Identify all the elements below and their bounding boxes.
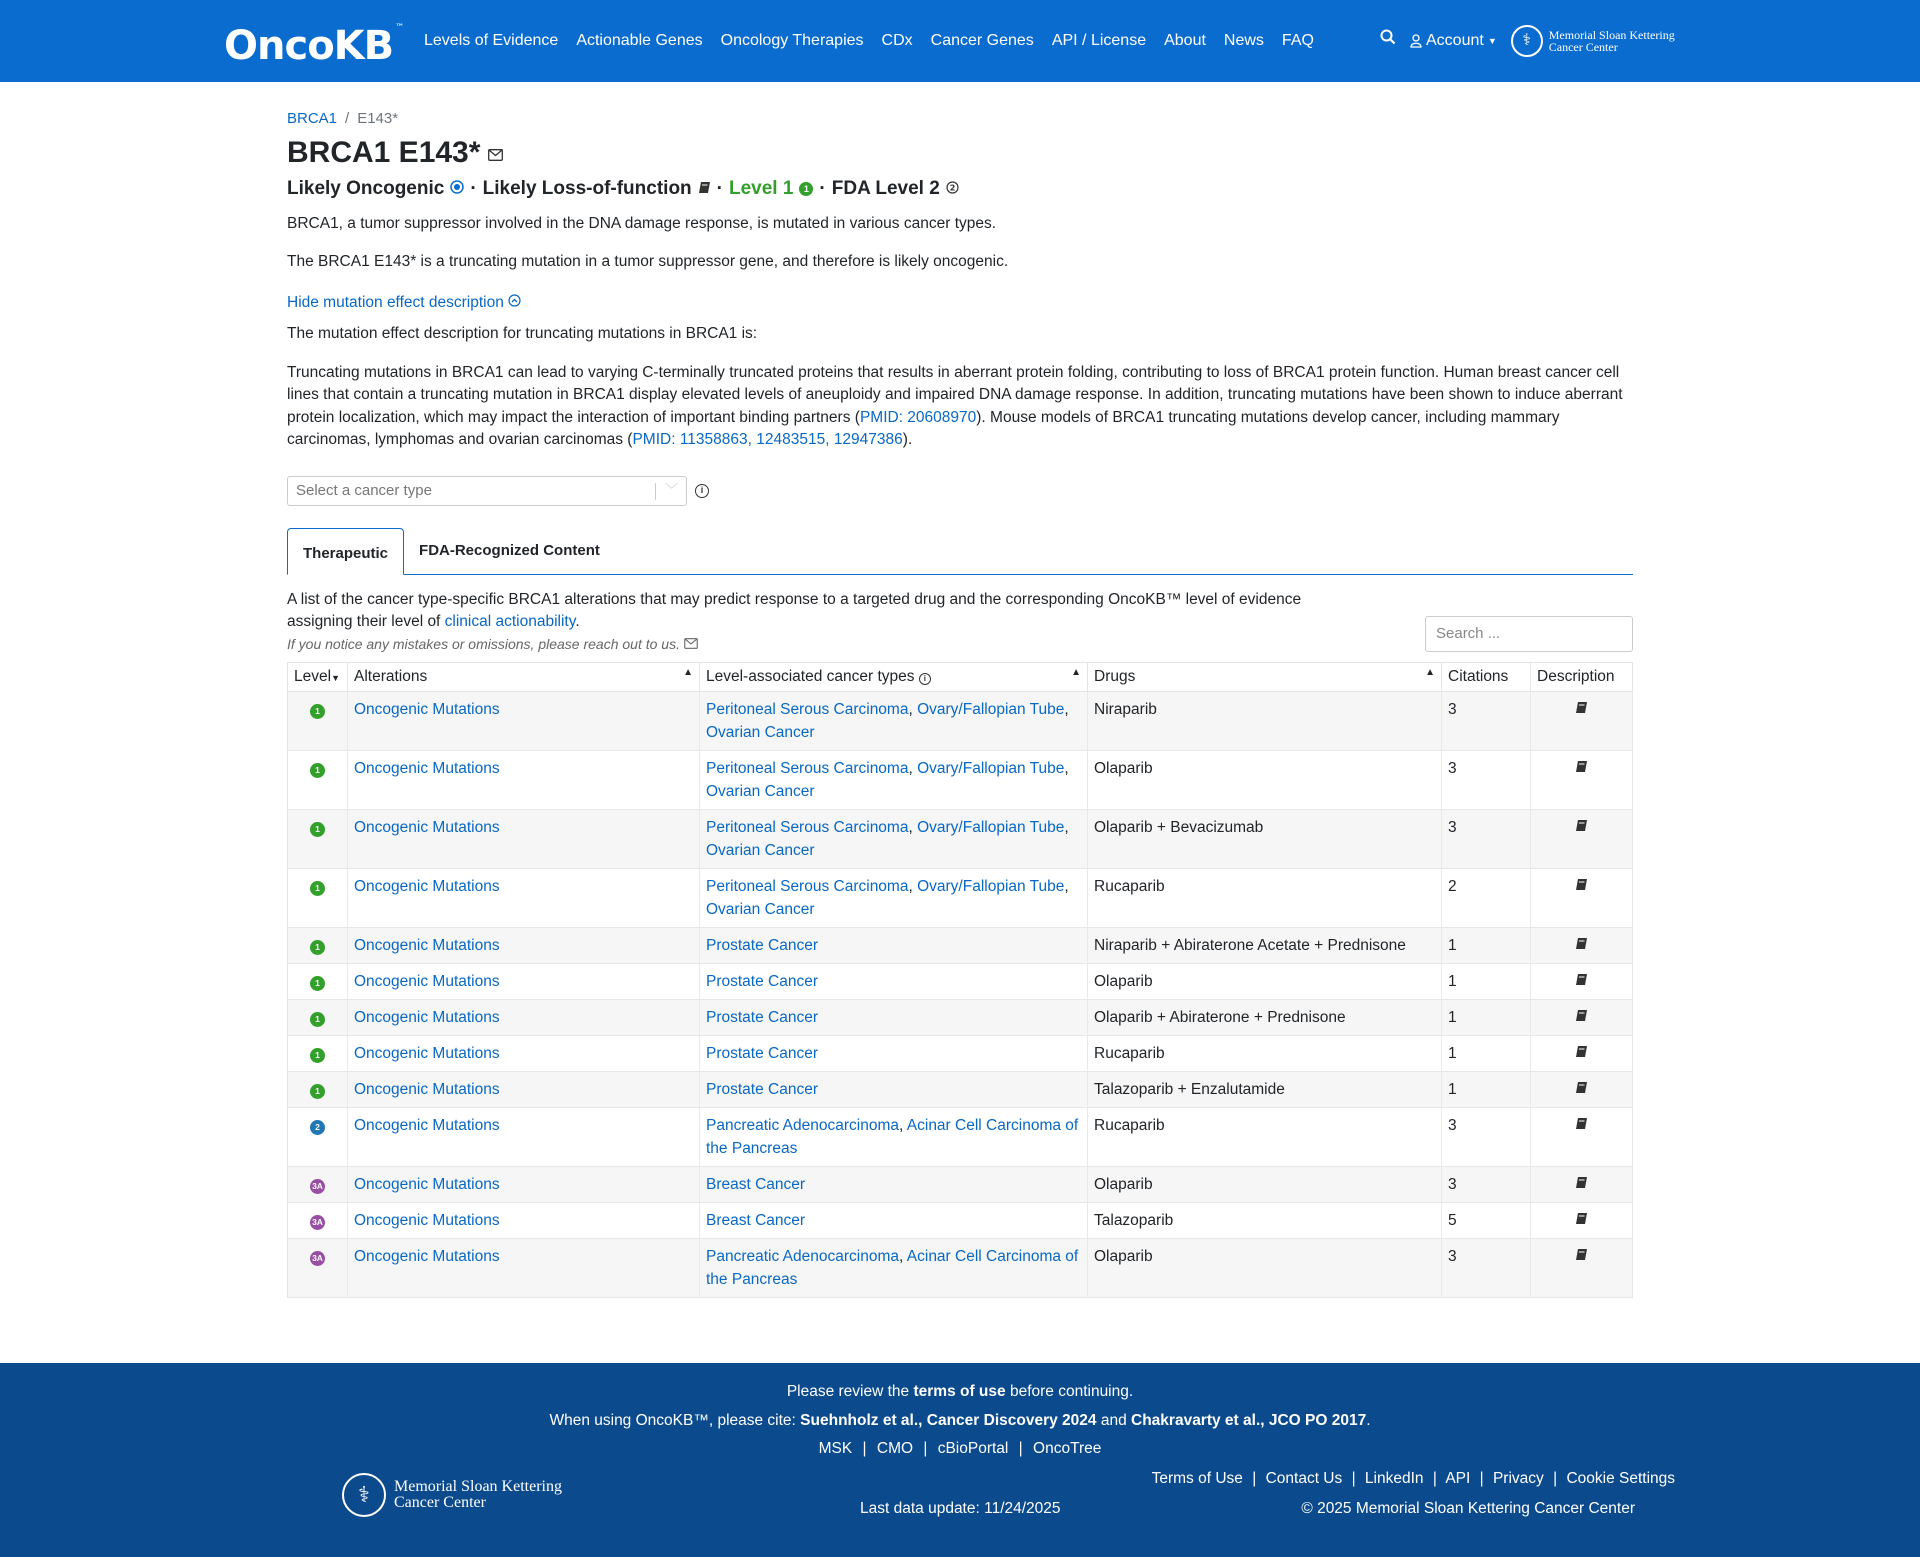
alteration-link[interactable]: Oncogenic Mutations [354,1116,500,1134]
drugs-cell: Talazoparib [1088,1202,1442,1238]
alteration-cell [348,963,700,999]
citations-cell[interactable]: 3 [1442,809,1531,868]
description-cell [1531,809,1633,868]
footer-links: Terms of Use | Contact Us | LinkedIn | API | Privacy | Cookie Settings [1151,1470,1675,1487]
top-navbar [0,0,1920,82]
oncogenic-target-icon [450,176,464,203]
level-cell [288,1107,348,1166]
description-cell [1531,1035,1633,1071]
alteration-link[interactable]: Oncogenic Mutations [354,972,500,990]
header-cancer-types[interactable]: Level-associated cancer types i ▲ [700,662,1088,691]
table-row [288,1166,1633,1202]
footer-link-api[interactable]: API [1445,1470,1471,1487]
level-cell [288,1238,348,1297]
level-cell [288,963,348,999]
drugs-cell: Rucaparib [1088,868,1442,927]
alteration-cell [348,1202,700,1238]
alteration-link[interactable]: Oncogenic Mutations [354,936,500,954]
cancer-types-cell: Peritoneal Serous Carcinoma, Ovary/Fallopian Tube, Ovarian Cancer [700,691,1088,750]
book-icon[interactable] [698,176,711,203]
cancer-type-link[interactable]: Ovary/Fallopian Tube [917,759,1065,777]
level-badge[interactable]: 1 [310,976,325,991]
breadcrumb [287,108,1633,129]
description-cell [1531,1107,1633,1166]
table-row [288,927,1633,963]
hide-mutation-effect-link[interactable]: Hide mutation effect description [287,292,1633,314]
book-icon[interactable] [1575,1009,1588,1026]
book-icon[interactable] [1575,1248,1588,1265]
separator-dot: · [716,178,723,199]
cancer-type-link[interactable]: Acinar Cell Carcinoma of the Pancreas [706,1116,1079,1157]
level-badge[interactable]: 2 [310,1120,325,1135]
level-badge[interactable]: 1 [310,881,325,896]
envelope-icon[interactable] [684,636,698,652]
citation-link[interactable]: Suehnholz et al., Cancer Discovery 2024 [800,1412,1097,1429]
level-badge[interactable]: 1 [310,1084,325,1099]
alteration-cell [348,1107,700,1166]
book-icon[interactable] [1575,819,1588,836]
gene-summary: BRCA1, a tumor suppressor involved in the DNA damage response, is mutated in various cancer types. [287,214,997,232]
main-content [287,108,1633,1298]
citations-cell[interactable]: 3 [1442,691,1531,750]
description-cell [1531,999,1633,1035]
account-label: Account [1426,31,1484,49]
level-cell [288,1202,348,1238]
footer [0,1363,1920,1557]
separator-dot: · [470,178,477,199]
table-row [288,1238,1633,1297]
description-cell [1531,750,1633,809]
footer-link-cbioportal[interactable]: cBioPortal [937,1440,1009,1457]
footer-msk-name-line2: Cancer Center [394,1494,486,1511]
header-alterations[interactable]: Alterations ▲ [348,662,700,691]
cancer-type-link[interactable]: Ovarian Cancer [706,782,815,800]
citations-cell[interactable]: 1 [1442,963,1531,999]
level-badge[interactable]: 3A [310,1251,325,1266]
level-cell [288,1071,348,1107]
header-drugs[interactable]: Drugs ▲ [1088,662,1442,691]
book-icon[interactable] [1575,973,1588,990]
alteration-link[interactable]: Oncogenic Mutations [354,1044,500,1062]
nav-cdx[interactable]: CDx [881,31,913,49]
footer-link-cmo[interactable]: CMO [876,1440,914,1457]
nav-news[interactable]: News [1223,31,1264,49]
level-badge[interactable]: 1 [310,822,325,837]
table-search-input[interactable]: Search ... [1425,616,1633,652]
cancer-type-link[interactable]: Ovary/Fallopian Tube [917,818,1065,836]
cancer-type-link[interactable]: Peritoneal Serous Carcinoma [706,818,909,836]
level-badge[interactable]: 1 [310,1048,325,1063]
footer-link-oncotree[interactable]: OncoTree [1033,1440,1102,1457]
level-badge[interactable]: 1 [310,1012,325,1027]
level-badge[interactable]: 1 [310,940,325,955]
table-row [288,809,1633,868]
footer-link-privacy[interactable]: Privacy [1492,1470,1544,1487]
level-cell [288,927,348,963]
pmid-link[interactable]: PMID: 11358863, 12483515, 12947386 [632,431,903,449]
nav-right [1380,0,1675,82]
account-menu[interactable] [1410,30,1497,52]
level-badge[interactable]: 3A [310,1215,325,1230]
caret-down-icon: ▼ [1487,35,1497,46]
cancer-type-link[interactable]: Prostate Cancer [706,1044,818,1062]
alteration-cell [348,1238,700,1297]
level-badge[interactable]: 1 [310,704,325,719]
alteration-cell [348,750,700,809]
terms-of-use-link[interactable]: terms of use [913,1383,1006,1400]
drugs-cell: Rucaparib [1088,1035,1442,1071]
cancer-type-link[interactable]: Pancreatic Adenocarcinoma [706,1116,900,1134]
footer-link-cookie-settings[interactable]: Cookie Settings [1566,1470,1675,1487]
description-cell [1531,963,1633,999]
clinical-actionability-link[interactable]: clinical actionability [444,613,576,631]
drugs-cell: Olaparib [1088,963,1442,999]
table-row [288,1107,1633,1166]
description-cell [1531,1238,1633,1297]
alteration-link[interactable]: Oncogenic Mutations [354,700,500,718]
alteration-link[interactable]: Oncogenic Mutations [354,1175,500,1193]
oncogenicity: Likely Oncogenic [287,178,445,199]
nav-actionable-genes[interactable]: Actionable Genes [576,31,703,49]
cancer-types-cell [700,1071,1088,1107]
description-cell [1531,868,1633,927]
table-row [288,691,1633,750]
cancer-type-link[interactable]: Ovarian Cancer [706,841,815,859]
footer-msk-logo[interactable] [342,1473,562,1517]
page-title [287,133,1633,172]
cancer-type-link[interactable]: Pancreatic Adenocarcinoma [706,1247,900,1265]
citations-cell[interactable]: 3 [1442,1166,1531,1202]
breadcrumb-alteration: E143* [357,110,399,127]
mutation-effect-description: Truncating mutations in BRCA1 can lead to varying C-terminally truncated proteins that results in aberrant protein folding, contributing to loss of BRCA1 protein function. Human breast cancer cell lines that contain a truncating mutation in BRCA1 display elevated levels of aneuploidy and impaired DNA damage response. In addition, truncating mutations have been shown to induce aberrant protein localization, which may impact the interaction of important binding partners (PMID: 20608970). Mouse models of BRCA1 truncating mutations develop cancer, including mammary carcinomas, lymphomas and ovarian carcinomas (PMID: 11358863, 12483515, 12947386). [287,363,1623,449]
book-icon[interactable] [1575,760,1588,777]
book-icon[interactable] [1575,1045,1588,1062]
partner-links: MSK | CMO | cBioPortal | OncoTree [818,1440,1102,1457]
cancer-types-cell [700,1035,1088,1071]
drugs-cell: Olaparib [1088,1166,1442,1202]
chevron-up-circle-icon [508,294,521,311]
drugs-cell: Olaparib + Abiraterone + Prednisone [1088,999,1442,1035]
cancer-type-link[interactable]: Peritoneal Serous Carcinoma [706,700,909,718]
cancer-type-link[interactable]: Prostate Cancer [706,936,818,954]
footer-link-msk[interactable]: MSK [818,1440,853,1457]
cancer-type-link[interactable]: Prostate Cancer [706,972,818,990]
copyright: © 2025 Memorial Sloan Kettering Cancer Center [1301,1499,1635,1517]
pmid-link[interactable]: PMID: 20608970 [859,408,977,426]
alteration-cell [348,999,700,1035]
cancer-types-cell: Peritoneal Serous Carcinoma, Ovary/Fallopian Tube, Ovarian Cancer [700,809,1088,868]
table-row [288,1035,1633,1071]
evidence-tabs [287,528,1633,575]
msk-logo[interactable] [1511,25,1675,57]
drugs-cell: Rucaparib [1088,1107,1442,1166]
citations-cell[interactable]: 1 [1442,927,1531,963]
cancer-type-link[interactable]: Peritoneal Serous Carcinoma [706,759,909,777]
envelope-icon[interactable] [488,147,503,167]
cancer-types-cell: Peritoneal Serous Carcinoma, Ovary/Fallopian Tube, Ovarian Cancer [700,868,1088,927]
description-cell [1531,691,1633,750]
level-cell [288,750,348,809]
cancer-type-select[interactable] [287,476,687,506]
cancer-type-link[interactable]: Ovarian Cancer [706,723,815,741]
footer-right [1150,1468,1675,1519]
feedback-note: If you notice any mistakes or omissions, please reach out to us. [287,634,1633,654]
nav-links [415,0,1323,82]
level-cell [288,809,348,868]
info-icon[interactable]: i [919,673,931,685]
alteration-link[interactable]: Oncogenic Mutations [354,1211,500,1229]
nav-about[interactable]: About [1164,31,1206,49]
level-badge[interactable]: 3A [310,1179,325,1194]
footer-link-contact[interactable]: Contact Us [1265,1470,1343,1487]
cancer-types-cell [700,927,1088,963]
header-level[interactable]: Level▼ [288,662,348,691]
footer-link-terms[interactable]: Terms of Use [1151,1470,1243,1487]
alteration-cell [348,691,700,750]
alteration-cell [348,1166,700,1202]
table-row [288,999,1633,1035]
citations-cell[interactable]: 3 [1442,1107,1531,1166]
citations-cell[interactable]: 3 [1442,750,1531,809]
user-icon [1410,34,1422,48]
mutation-effect: Likely Loss-of-function [482,178,692,199]
alteration-cell [348,809,700,868]
citation-link[interactable]: Chakravarty et al., JCO PO 2017 [1131,1412,1367,1429]
alteration-link[interactable]: Oncogenic Mutations [354,818,500,836]
nav-api-license[interactable]: API / License [1051,31,1147,49]
book-icon[interactable] [1575,1212,1588,1229]
book-icon[interactable] [1575,937,1588,954]
level-cell [288,868,348,927]
table-row [288,750,1633,809]
separator-dot: · [819,178,826,199]
alteration-link[interactable]: Oncogenic Mutations [354,1247,500,1265]
cancer-type-link[interactable]: Breast Cancer [706,1211,806,1229]
svg-text:2: 2 [949,183,956,193]
fda-level: FDA Level 2 [831,178,940,199]
therapeutic-intro: A list of the cancer type-specific BRCA1 alterations that may predict response to a targeted drug and the corresponding OncoKB™ level of evidence assigning their level of clinical actionability. If you notice any mistakes or omissions, please reach out to us. Search ... [287,589,1633,654]
search-icon[interactable] [1380,29,1396,52]
breadcrumb-gene[interactable]: BRCA1 [287,110,338,127]
fda-level-2-icon[interactable] [946,176,959,203]
nav-faq[interactable]: FAQ [1281,31,1314,49]
level-cell [288,1166,348,1202]
info-icon[interactable]: i [695,484,709,498]
page-title-text: BRCA1 E143* [287,136,481,169]
cancer-types-cell [700,963,1088,999]
highest-level: Level 1 [728,178,794,199]
citation-notice: When using OncoKB™, please cite: Suehnholz et al., Cancer Discovery 2024 and Chakravarty et al., JCO PO 2017. [549,1412,1371,1429]
cancer-types-cell [700,1166,1088,1202]
header-description: Description [1531,662,1633,691]
alteration-cell [348,1071,700,1107]
nav-levels-of-evidence[interactable]: Levels of Evidence [424,31,559,49]
citations-cell[interactable]: 1 [1442,1071,1531,1107]
cancer-type-link[interactable]: Ovary/Fallopian Tube [917,700,1065,718]
cancer-type-link[interactable]: Ovarian Cancer [706,900,815,918]
table-row [288,1071,1633,1107]
level-cell [288,691,348,750]
terms-notice: Please review the terms of use before continuing. [786,1383,1134,1400]
book-icon[interactable] [1575,878,1588,895]
citations-cell[interactable]: 3 [1442,1238,1531,1297]
drugs-cell: Olaparib + Bevacizumab [1088,809,1442,868]
sort-asc-icon: ▲ [1425,666,1435,678]
msk-seal-icon: ⚕ [342,1473,386,1517]
description-cell [1531,1202,1633,1238]
mutation-effect-intro: The mutation effect description for truncating mutations in BRCA1 is: [287,325,758,343]
drugs-cell: Olaparib [1088,1238,1442,1297]
description-cell [1531,927,1633,963]
sort-asc-icon: ▲ [1071,666,1081,678]
cancer-type-link[interactable]: Acinar Cell Carcinoma of the Pancreas [706,1247,1079,1288]
table-row [288,1202,1633,1238]
alteration-cell [348,927,700,963]
book-icon[interactable] [1575,1081,1588,1098]
level-badge[interactable]: 1 [310,763,325,778]
cancer-type-link[interactable]: Prostate Cancer [706,1008,818,1026]
cancer-type-select-placeholder: Select a cancer type [296,482,432,500]
book-icon[interactable] [1575,1117,1588,1134]
level-1-icon: 1 [799,182,813,196]
cancer-type-link[interactable]: Breast Cancer [706,1175,806,1193]
alteration-link[interactable]: Oncogenic Mutations [354,877,500,895]
sort-desc-icon: ▼ [331,672,340,683]
description-cell [1531,1166,1633,1202]
cancer-types-cell: Pancreatic Adenocarcinoma, Acinar Cell Carcinoma of the Pancreas [700,1238,1088,1297]
alteration-link[interactable]: Oncogenic Mutations [354,759,500,777]
cancer-types-cell [700,999,1088,1035]
msk-seal-icon: ⚕ [1511,25,1543,57]
msk-name-line2: Cancer Center [1548,40,1618,54]
oncokb-logo[interactable]: OncoKB ™ [224,23,404,69]
cancer-types-cell: Pancreatic Adenocarcinoma, Acinar Cell Carcinoma of the Pancreas [700,1107,1088,1166]
cancer-type-link[interactable]: Ovary/Fallopian Tube [917,877,1065,895]
drugs-cell: Niraparib + Abiraterone Acetate + Prednisone [1088,927,1442,963]
footer-msk-name-line1: Memorial Sloan Kettering [394,1478,562,1495]
table-row [288,868,1633,927]
citations-cell[interactable]: 1 [1442,1035,1531,1071]
nav-oncology-therapies[interactable]: Oncology Therapies [720,31,864,49]
book-icon[interactable] [1575,701,1588,718]
table-row [288,963,1633,999]
citations-cell[interactable]: 1 [1442,999,1531,1035]
last-data-update: Last data update: 11/24/2025 [860,1500,1061,1517]
drugs-cell: Olaparib [1088,750,1442,809]
alteration-link[interactable]: Oncogenic Mutations [354,1008,500,1026]
therapeutic-table [287,662,1633,1298]
therapeutic-table-body [288,691,1633,1297]
cancer-type-select-row [287,476,1633,506]
alteration-link[interactable]: Oncogenic Mutations [354,1080,500,1098]
variant-summary-line [287,176,1633,203]
sort-asc-icon: ▲ [683,666,693,678]
book-icon[interactable] [1575,1176,1588,1193]
level-cell [288,999,348,1035]
citations-cell[interactable]: 2 [1442,868,1531,927]
footer-link-linkedin[interactable]: LinkedIn [1364,1470,1424,1487]
drugs-cell: Talazoparib + Enzalutamide [1088,1071,1442,1107]
nav-cancer-genes[interactable]: Cancer Genes [930,31,1034,49]
variant-summary: The BRCA1 E143* is a truncating mutation in a tumor suppressor gene, and therefore is likely oncogenic. [287,253,1009,271]
breadcrumb-separator: / [345,110,350,127]
tab-fda-recognized-content[interactable]: FDA-Recognized Content [419,541,600,559]
cancer-types-cell [700,1202,1088,1238]
alteration-cell [348,868,700,927]
description-cell [1531,1071,1633,1107]
chevron-down-icon: ﹀ [664,481,678,497]
alteration-cell [348,1035,700,1071]
cancer-types-cell: Peritoneal Serous Carcinoma, Ovary/Fallopian Tube, Ovarian Cancer [700,750,1088,809]
citations-cell[interactable]: 5 [1442,1202,1531,1238]
cancer-type-link[interactable]: Prostate Cancer [706,1080,818,1098]
tab-therapeutic[interactable]: Therapeutic [287,528,404,575]
cancer-type-link[interactable]: Peritoneal Serous Carcinoma [706,877,909,895]
level-cell [288,1035,348,1071]
drugs-cell: Niraparib [1088,691,1442,750]
msk-name-line1: Memorial Sloan Kettering [1548,28,1675,42]
header-citations[interactable]: Citations [1442,662,1531,691]
